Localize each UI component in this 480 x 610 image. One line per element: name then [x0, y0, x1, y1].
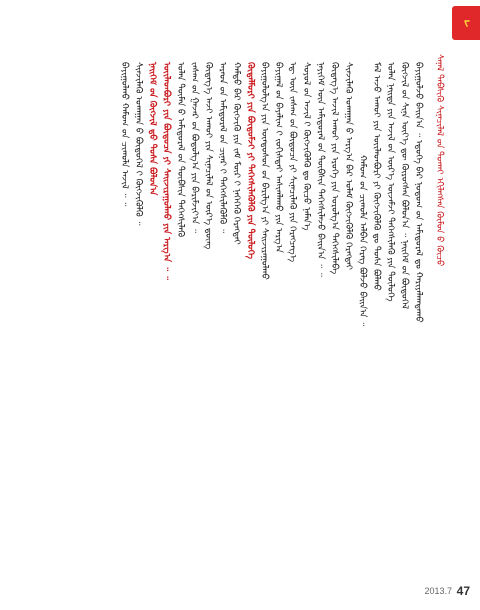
text-column: ᠪᠠᠶᠢᠭᠤᠯᠤᠯᠭ᠎ᠠ ᠶᠢᠨ ᠦᠨᠳᠦᠰᠦᠨ ᠤ᠋ᠨ ᠪᠠᠷᠢᠯᠭ᠎ᠠ ᠶᠢ ᠰᠠᠢᠵᠢᠷᠠᠭᠤᠯᠬᠤ [259, 62, 269, 280]
highlight-column: ᠬᠥᠳᠡᠯᠮᠦᠷᠢ ᠶᠢᠨ ᠪᠦᠲᠦᠮᠵᠢ ᠶᠢ ᠳᠡᠭᠡᠭᠰᠢᠯᠡᠭᠦᠯᠬᠦ ᠶᠢᠨ ᠲᠥᠯᠥᠭᠡ [245, 62, 255, 259]
page-number: 47 [456, 584, 470, 598]
section-badge [452, 6, 480, 40]
text-column: ᠪᠠᠶᠢᠭᠤᠯᠵᠤ ᠪᠠᠢᠨ᠎ᠠ ᠃ ᠡᠳᠦᠭᠡ ᠪᠡᠷ ᠨᠤᠲᠤᠭ ᠤ᠋ᠨ ᠠᠮᠢᠳᠤᠷᠠᠯ ᠳᠤ ᠬᠠᠷᠢᠶᠠᠯᠠᠭᠳᠠᠬᠤ [413, 62, 423, 323]
text-column: ᠬᠥᠳᠡᠭ᠎ᠡ ᠠᠵᠢᠯ ᠠᠬᠤᠢ ᠶᠢᠨ ᠡᠷᠦᠬᠡ ᠶᠢᠨ ᠣᠷᠣᠯᠭ᠎ᠠ ᠳᠡᠭᠡᠭᠰᠢᠯᠡᠪᠡ [329, 62, 339, 275]
text-column: ᠣᠯᠠᠨ ᠲᠦᠮᠡᠨ ᠤ᠋ ᠠᠮᠢᠳᠤᠷᠠᠯ ᠤ᠋ᠨ ᠲᠦᠪᠰᠢᠨ ᠳᠡᠭᠡᠭᠰᠢᠯᠡᠬᠦ [175, 62, 185, 238]
text-column: ᠬᠥᠳᠡᠭ᠎ᠡ ᠠᠵᠢ ᠠᠬᠤᠢ ᠶᠢᠨ ᠰᠢᠨᠡᠴᠢᠯᠡᠯ ᠤ᠋ᠨ ᠦᠷ᠎ᠡ ᠳ᠋ᠦᠩ [203, 62, 213, 250]
highlight-column: ᠨᠡᠢᠭᠡᠮ ᠤ᠋ᠨ ᠬᠥᠭᠵᠢᠯ ᠳ᠋ᠦ ᠲᠤᠰᠠ ᠪᠣᠯᠤᠨ᠎ᠠ [147, 62, 157, 196]
issue-date: 2013.7 [424, 586, 452, 596]
text-column: ᠰᠢᠨᠵᠢᠯᠡᠬᠦ ᠤᠬᠠᠭᠠᠨ ᠤ᠋ ᠪᠦᠲᠦᠭᠡᠯ ᠢ᠋ ᠬᠥᠭᠵᠢᠭᠦᠯᠬᠦ ᠃ [133, 62, 143, 226]
text-column: ᠠᠷᠠᠳ ᠤ᠋ᠨ ᠠᠮᠢᠳᠤᠷᠠᠯ ᠤ᠋ᠨ ᠴᠢᠨᠠᠷ ᠢ᠋ ᠳᠡᠭᠡᠭᠰᠢᠯᠡᠭᠦᠯᠬᠦ ᠃ [217, 62, 227, 234]
text-column: ᠪᠠᠶᠢᠭᠠᠯ ᠤ᠋ᠨ ᠪᠠᠶᠠᠯᠢᠭ ᠢ᠋ ᠵᠣᠬᠢᠰᠲᠠᠢ ᠠᠰᠢᠭᠯᠠᠬᠤ ᠶᠢᠨ ᠠᠷᠭ᠎ᠠ [273, 62, 283, 253]
flame-emblem-icon: ᠵ [464, 15, 470, 29]
text-column: ᠪᠠᠶᠢᠭᠤᠯᠬᠤ ᠬᠠᠮᠤᠭ ᠤ᠋ᠨ ᠴᠢᠬᠤᠯᠠ ᠠᠵᠢᠯ ᠃ ᠃ [119, 62, 129, 207]
text-column: ᠨᠡᠶᠢᠭᠡᠮ ᠦᠨ ᠠᠮᠢᠳᠤᠷᠠᠯ ᠤ᠋ᠨ ᠲᠦᠪᠰᠢᠨ ᠳᠡᠭᠡᠭᠰᠢᠯᠡᠵᠦ ᠪᠠᠢᠨ᠎ᠠ ᠃ ᠃ [315, 62, 325, 277]
text-column: ᠣᠯᠠᠨ ᠨᠡᠢᠲᠡ ᠶᠢᠨ ᠠᠵᠢᠯ ᠤ᠋ᠨ ᠦᠷ᠎ᠡ ᠦᠵᠡᠮᠵᠢ ᠳᠡᠭᠡᠭᠰᠢᠯᠡᠬᠦ ᠶᠢᠨ ᠲᠥᠯᠥᠭᠡ [385, 62, 395, 302]
text-column: ᠮᠠᠯ ᠠᠵᠤ ᠠᠬᠤᠢ ᠶᠢᠨ ᠦᠢᠯᠡᠳᠪᠦᠷᠢ ᠶᠢ ᠬᠥᠭᠵᠢᠭᠦᠯᠬᠦ ᠳᠤ ᠲᠤᠰᠠ ᠪᠣᠯᠬᠤ [371, 62, 381, 291]
text-column: ᠰᠢᠨᠵᠢᠯᠡᠬᠦ ᠤᠬᠠᠭᠠᠨ ᠤ᠋ ᠠᠷᠭ᠎ᠠ ᠪᠠᠷ ᠤᠯᠠᠮ ᠬᠥᠭᠵᠢᠭᠦᠯᠬᠦ ᠬᠡᠷᠡᠭᠲᠡᠢ [343, 62, 353, 270]
text-column: ᠵᠠᠰᠠᠭ ᠤ᠋ᠨ ᠭᠠᠵᠠᠷ ᠤ᠋ᠨ ᠪᠣᠳᠤᠯᠭ᠎ᠠ ᠶᠢᠨ ᠪᠠᠷᠢᠮᠵᠢᠶ᠎ᠠ ᠃ [189, 62, 199, 233]
text-column: ᠰᠣᠶᠣᠯ ᠤ᠋ᠨ ᠠᠵᠢᠯ ᠢ᠋ ᠬᠥᠭᠵᠢᠭᠦᠯᠬᠦ ᠳᠤ ᠬᠦᠴᠦ ᠨᠡᠮᠡᠨ᠎ᠡ [301, 62, 311, 231]
highlight-column: ᠦᠢᠯᠡᠳᠪᠦᠷᠢ ᠶᠢᠨ ᠪᠦᠲᠦᠴᠡ ᠶᠢ ᠰᠠᠢᠵᠢᠷᠠᠭᠤᠯᠬᠤ ᠶᠢᠨ ᠠᠷᠭ᠎ᠠ ᠃ ᠃ [161, 62, 171, 281]
text-column: ᠬᠠᠮᠲᠤ ᠪᠡᠷ ᠬᠥᠭᠵᠢᠬᠦ ᠶᠢᠨ ᠵᠠᠮ ᠮᠥᠷ ᠢ᠋ ᠨᠡᠭᠡᠭᠡᠬᠦ ᠬᠡᠷᠡᠭᠲᠡᠢ [231, 62, 241, 245]
text-column: ᠬᠥᠭᠵᠢᠯ ᠤ᠋ᠨ ᠰᠢᠨᠡ ᠦᠶ᠎ᠡ ᠳᠦ ᠬᠦᠷᠦᠭᠰᠡᠨ ᠪᠣᠯᠤᠨ᠎ᠠ ᠃ ᠨᠡᠢᠭᠡᠮ ᠤ᠋ᠨ ᠪᠦᠲᠦᠭᠡᠯ [399, 62, 409, 310]
article-header: ᠰᠠᠨᠠᠯ ᠳᠡᠪᠰᠢᠬᠦ ᠰᠢᠨᠡᠴᠢᠯᠡᠯ ᠤ᠋ᠨ ᠲᠤᠬᠠᠢ ᠡᠬᠢᠯᠡᠭᠰᠡᠨ ᠬᠦᠮᠦᠨ ᠤ᠋ ᠬᠦᠴᠦ [434, 54, 444, 267]
text-column: ᠡᠳ᠋ ᠦᠨ ᠵᠠᠰᠠᠭ ᠤ᠋ᠨ ᠪᠦᠲᠦᠴᠡ ᠶᠢ ᠰᠢᠨᠡᠴᠢᠯᠡᠬᠦ ᠶᠢᠨ ᠬᠡᠷᠡᠭᠴᠡᠭ᠎ᠡ [287, 62, 297, 263]
text-column: ᠬᠠᠮᠤᠭ ᠤ᠋ᠨ ᠴᠢᠬᠤᠯᠠ ᠠᠯᠪᠠᠨ ᠬᠡᠷᠡᠭ ᠪᠣᠯᠵᠤ ᠪᠠᠢᠨ᠎ᠠ ᠃ [357, 155, 367, 327]
